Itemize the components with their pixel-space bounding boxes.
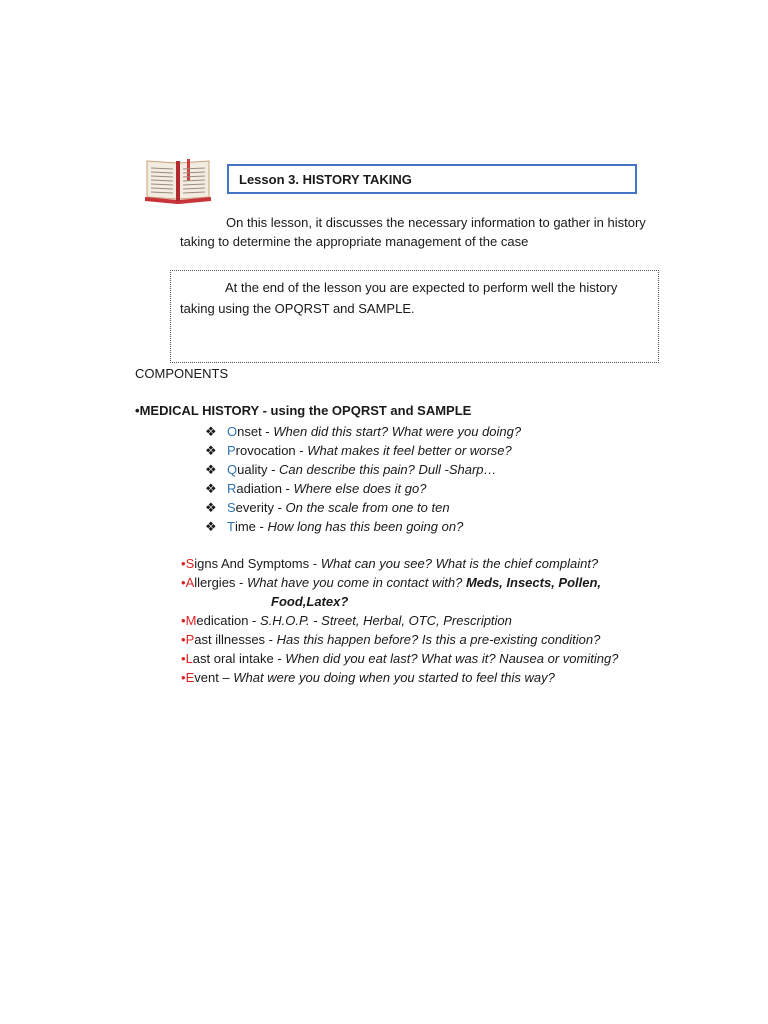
item-question: S.H.O.P. - Street, Herbal, OTC, Prescription (260, 613, 512, 628)
mnemonic-letter: T (227, 519, 235, 534)
intro-line-2: taking to determine the appropriate management of the case (180, 234, 529, 249)
mnemonic-letter: R (227, 481, 237, 496)
bullet: • (135, 403, 140, 418)
list-item-onset (205, 422, 521, 441)
item-term: ime - (234, 519, 268, 534)
lesson-title-box (227, 164, 637, 194)
list-item-radiation (205, 479, 521, 498)
item-question: How long has this been going on? (267, 519, 464, 534)
list-item-allergies-continued: Food,Latex? (271, 594, 349, 609)
bullet: • (181, 670, 186, 685)
item-question: Where else does it go? (293, 481, 427, 496)
objective-line-2: taking using the OPQRST and SAMPLE. (180, 301, 415, 316)
bullet: • (181, 632, 186, 647)
item-question: What makes it feel better or worse? (307, 443, 512, 458)
list-item-time (205, 517, 521, 536)
item-term: ast oral intake - (192, 651, 286, 666)
diamond-bullet-icon: ❖ (205, 519, 217, 534)
mnemonic-letter: P (185, 632, 195, 647)
item-term: adiation - (236, 481, 294, 496)
item-term: vent – (194, 670, 234, 685)
bullet: • (181, 575, 186, 590)
bullet: • (181, 556, 186, 571)
mnemonic-letter: S (227, 500, 236, 515)
objective-line-1: At the end of the lesson you are expected to perform well the history (225, 280, 618, 295)
item-question: Has this happen before? Is this a pre-existing condition? (276, 632, 601, 647)
objective-box (170, 270, 659, 363)
list-item-past-illnesses (181, 630, 618, 649)
intro-paragraph (180, 213, 680, 251)
item-question: On the scale from one to ten (285, 500, 450, 515)
item-question: When did you eat last? What was it? Nausea or vomiting? (285, 651, 619, 666)
diamond-bullet-icon: ❖ (205, 481, 217, 496)
diamond-bullet-icon: ❖ (205, 443, 217, 458)
bullet: • (181, 613, 186, 628)
list-item-allergies (181, 573, 618, 592)
item-term: edication - (196, 613, 260, 628)
mnemonic-letter: Q (227, 462, 238, 477)
item-term: igns And Symptoms - (194, 556, 321, 571)
mnemonic-letter: A (185, 575, 195, 590)
list-item-medication (181, 611, 618, 630)
item-term: uality - (237, 462, 280, 477)
item-question: What were you doing when you started to feel this way? (233, 670, 555, 685)
diamond-bullet-icon: ❖ (205, 500, 217, 515)
mnemonic-letter: M (185, 613, 197, 628)
list-item-quality (205, 460, 521, 479)
mnemonic-letter: S (185, 556, 195, 571)
list-item-provocation (205, 441, 521, 460)
list-item-event (181, 668, 618, 687)
book-icon (143, 155, 213, 205)
item-term: ast illnesses - (194, 632, 277, 647)
item-term: llergies - (194, 575, 247, 590)
item-term: everity - (235, 500, 286, 515)
lesson-title: Lesson 3. HISTORY TAKING (239, 171, 412, 187)
sample-list (181, 554, 618, 687)
mnemonic-letter: P (227, 443, 236, 458)
list-item-signs (181, 554, 618, 573)
item-question: Can describe this pain? Dull -Sharp… (279, 462, 497, 477)
medical-history-heading (135, 403, 471, 418)
bullet: • (181, 651, 186, 666)
item-bold-examples: Meds, Insects, Pollen, (465, 575, 602, 590)
mnemonic-letter: E (185, 670, 195, 685)
diamond-bullet-icon: ❖ (205, 424, 217, 439)
medical-history-label: MEDICAL HISTORY - using the OPQRST and SAMPLE (139, 403, 472, 418)
components-heading: COMPONENTS (135, 366, 229, 381)
list-item-severity (205, 498, 521, 517)
item-question: What can you see? What is the chief complaint? (320, 556, 599, 571)
intro-line-1: On this lesson, it discusses the necessary information to gather in history (226, 215, 646, 230)
item-term: nset - (237, 424, 274, 439)
list-item-last-oral-intake (181, 649, 618, 668)
opqrst-list (205, 422, 521, 536)
mnemonic-letter: O (227, 424, 238, 439)
mnemonic-letter: L (185, 651, 193, 666)
item-question: What have you come in contact with? (246, 575, 466, 590)
item-question: When did this start? What were you doing? (273, 424, 522, 439)
item-term: rovocation - (235, 443, 308, 458)
diamond-bullet-icon: ❖ (205, 462, 217, 477)
